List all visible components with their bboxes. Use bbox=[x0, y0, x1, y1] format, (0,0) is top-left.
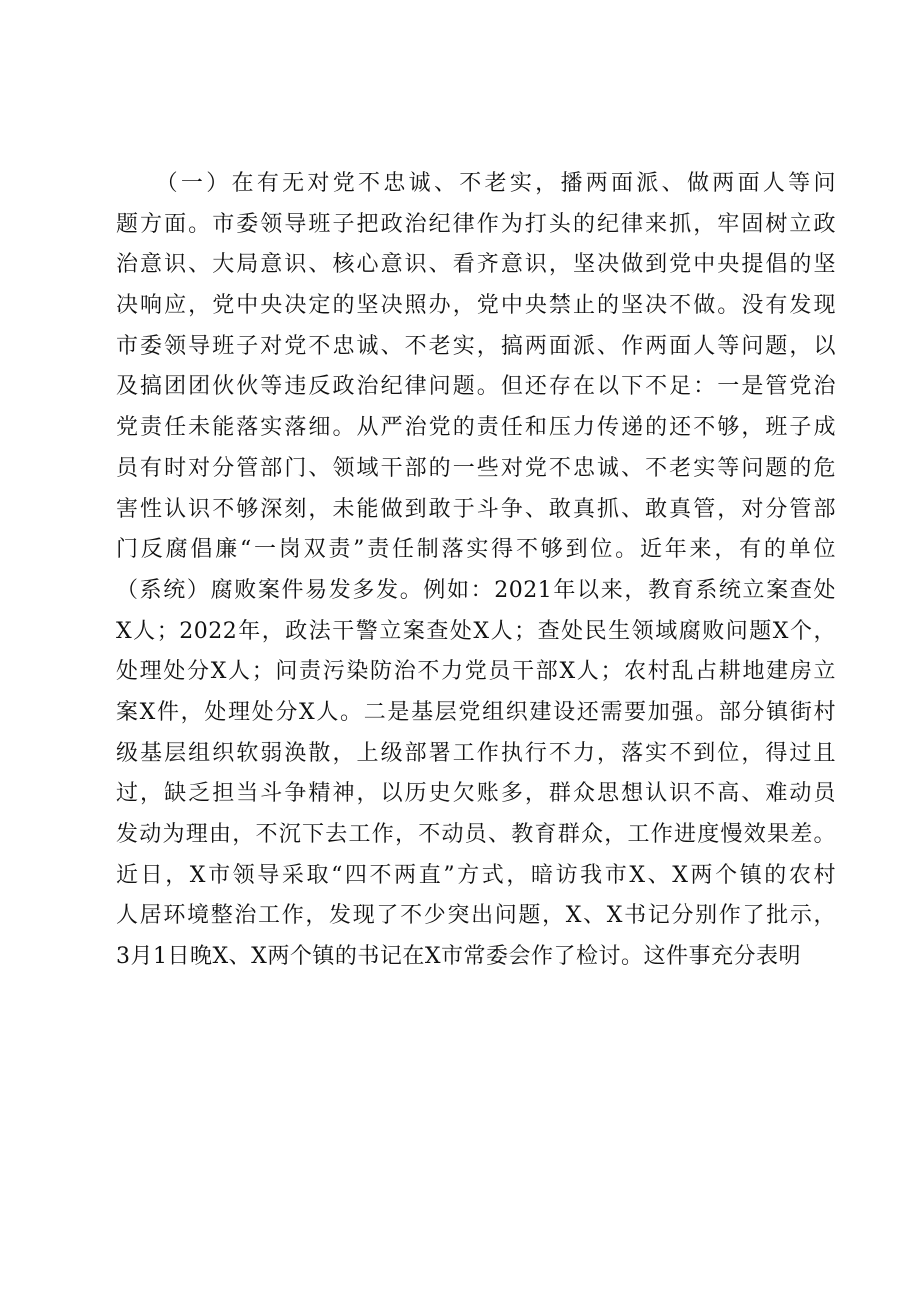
paragraph-line-2: 题方面。市委领导班子把政治纪律作为打头的纪律来抓，牢固树立政 bbox=[116, 211, 836, 237]
paragraph-line-5: 市委领导班子对党不忠诚、不老实，搞两面派、作两面人等问题，以 bbox=[116, 333, 836, 359]
paragraph-line-11: （系统）腐败案件易发多发。例如：2021年以来，教育系统立案查处 bbox=[116, 577, 836, 603]
paragraph-line-16: 过，缺乏担当斗争精神，以历史欠账多，群众思想认识不高、难动员 bbox=[116, 781, 836, 807]
body-paragraph bbox=[116, 164, 836, 978]
paragraph-line-17: 发动为理由，不沉下去工作，不动员、教育群众，工作进度慢效果差。 bbox=[116, 822, 836, 847]
paragraph-line-3: 治意识、大局意识、核心意识、看齐意识，坚决做到党中央提倡的坚 bbox=[116, 252, 836, 278]
paragraph-line-1: （一）在有无对党不忠诚、不老实，播两面派、做两面人等问 bbox=[116, 171, 836, 196]
paragraph-line-8: 员有时对分管部门、领域干部的一些对党不忠诚、不老实等问题的危 bbox=[116, 455, 836, 481]
paragraph-line-14: 案X件，处理处分X人。二是基层党组织建设还需要加强。部分镇街村 bbox=[116, 699, 836, 725]
paragraph-line-12: X人；2022年，政法干警立案查处X人；查处民生领域腐败问题X个， bbox=[116, 618, 836, 644]
paragraph-line-10: 门反腐倡廉“一岗双责”责任制落实得不够到位。近年来，有的单位 bbox=[116, 537, 836, 563]
paragraph-line-13: 处理处分X人；问责污染防治不力党员干部X人；农村乱占耕地建房立 bbox=[116, 659, 836, 685]
paragraph-line-7: 党责任未能落实落细。从严治党的责任和压力传递的还不够，班子成 bbox=[116, 415, 836, 441]
paragraph-line-9: 害性认识不够深刻，未能做到敢于斗争、敢真抓、敢真管，对分管部 bbox=[116, 496, 836, 522]
paragraph-line-18: 近日，X市领导采取“四不两直”方式，暗访我市X、X两个镇的农村 bbox=[116, 862, 836, 888]
paragraph-line-15: 级基层组织软弱涣散，上级部署工作执行不力，落实不到位，得过且 bbox=[116, 740, 836, 766]
paragraph-line-19: 人居环境整治工作，发现了不少突出问题，X、X书记分别作了批示， bbox=[116, 903, 836, 929]
paragraph-line-20: 3月1日晚X、X两个镇的书记在X市常委会作了检讨。这件事充分表明 bbox=[116, 944, 801, 970]
paragraph-line-4: 决响应，党中央决定的坚决照办，党中央禁止的坚决不做。没有发现 bbox=[116, 293, 836, 319]
paragraph-line-6: 及搞团团伙伙等违反政治纪律问题。但还存在以下不足：一是管党治 bbox=[116, 374, 836, 400]
